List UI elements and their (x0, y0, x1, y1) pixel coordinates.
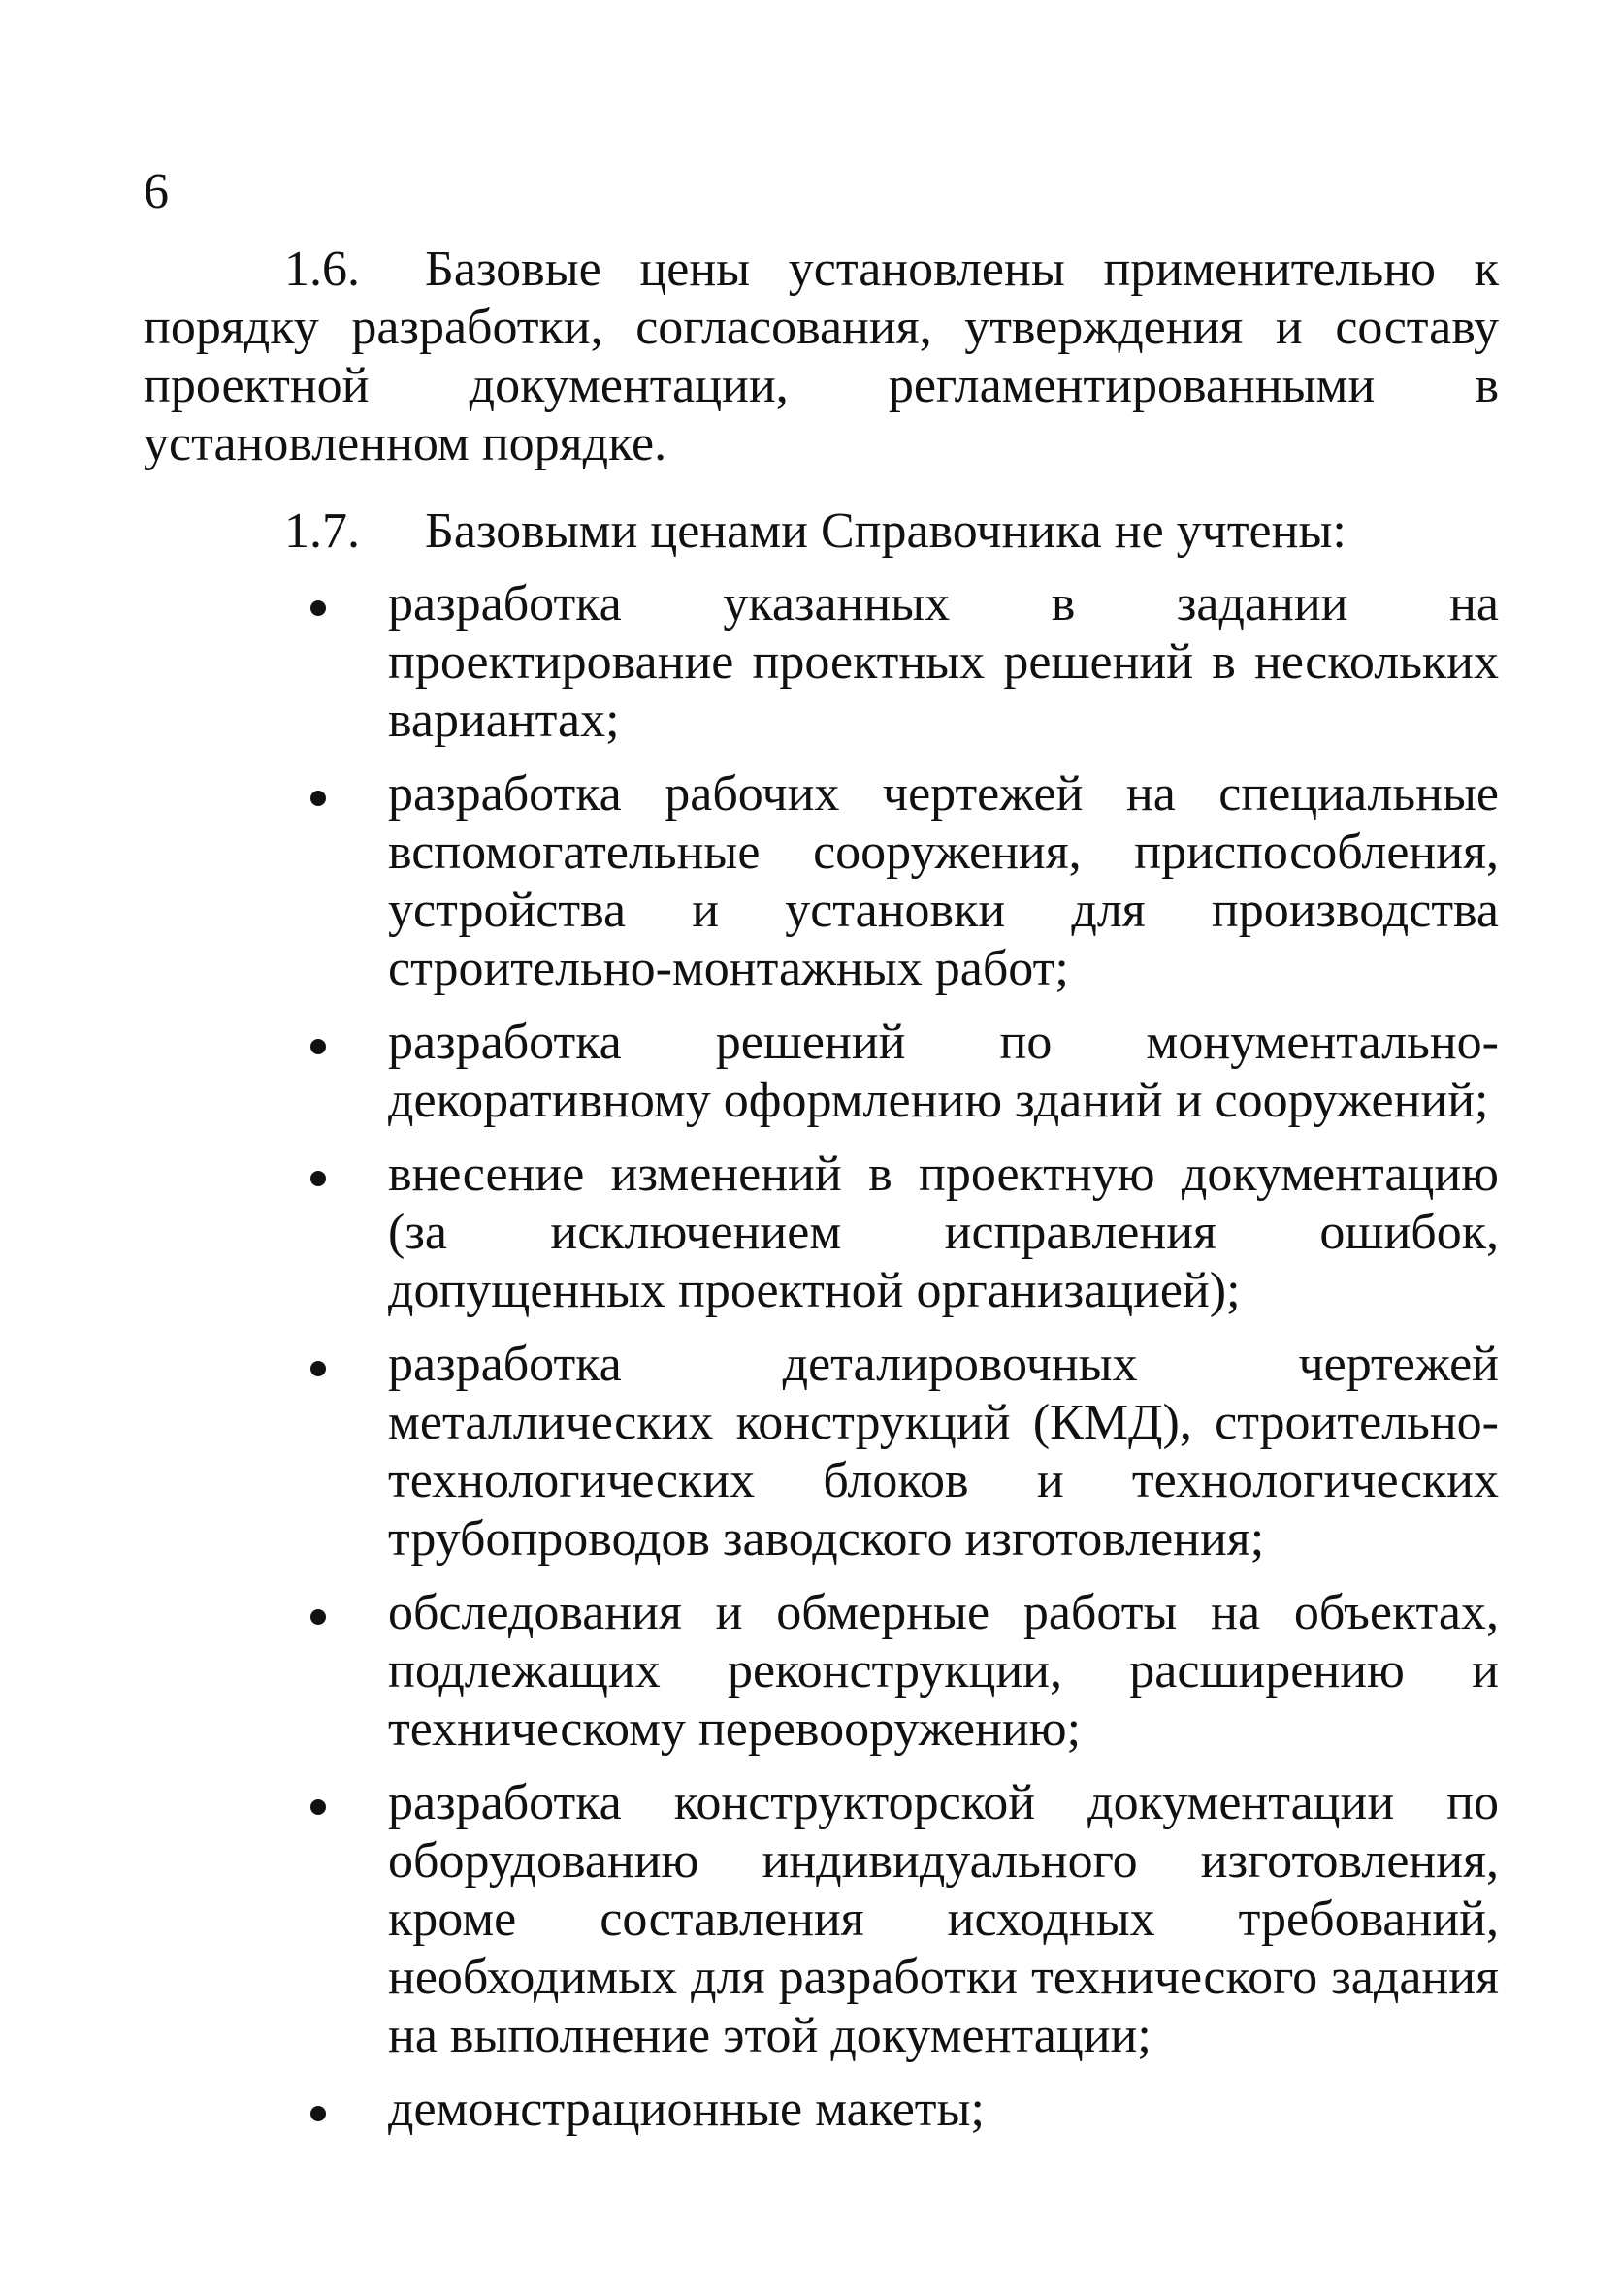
bullet-icon (310, 1039, 326, 1054)
list-item (388, 575, 1499, 750)
list-item-text: разработка решений по монументально-декоративному оформлению зданий и сооружений; (388, 1015, 1499, 1128)
bullet-icon (310, 600, 326, 616)
list-item (388, 765, 1499, 998)
list-item-text: разработка конструкторской документации по оборудованию индивидуального изготовления, кроме составления исходных требований, необходимых для разработки технического задания на выполнение этой документации; (388, 1775, 1499, 2063)
bullet-icon (310, 1799, 326, 1815)
list-item (388, 1584, 1499, 1759)
list-item-text: разработка рабочих чертежей на специальные вспомогательные сооружения, приспособления, устройства и установки для производства строительно-монтажных работ; (388, 766, 1499, 996)
list-item (388, 1774, 1499, 2065)
list-item-text: внесение изменений в проектную документацию (за исключением исправления ошибок, допущенных проектной организацией); (388, 1147, 1499, 1318)
paragraph-1-7 (144, 502, 1499, 561)
list-item (388, 2081, 1499, 2139)
paragraph-1-6-number: 1.6. (284, 242, 360, 297)
bullet-icon (310, 1361, 326, 1376)
page-number: 6 (144, 164, 169, 219)
list-item-text: разработка указанных в задании на проектирование проектных решений в нескольких вариантах; (388, 576, 1499, 748)
paragraph-1-6 (144, 241, 1499, 473)
list-item (388, 1014, 1499, 1130)
bullet-icon (310, 1609, 326, 1625)
bullet-icon (310, 2106, 326, 2121)
list-item-text: демонстрационные макеты; (388, 2082, 985, 2137)
paragraph-1-7-text: Базовыми ценами Справочника не учтены: (425, 503, 1346, 559)
paragraph-1-6-text: Базовые цены установлены применительно к порядку разработки, согласования, утверждения и составу проектной документации, регламентированными в установленном порядке. (144, 242, 1499, 471)
bullet-icon (310, 1171, 326, 1186)
list-item-text: разработка деталировочных чертежей металлических конструкций (КМД), строительно-технологических блоков и технологических трубопроводов заводского изготовления; (388, 1337, 1499, 1567)
list-item (388, 1336, 1499, 1568)
list-item (388, 1146, 1499, 1320)
bullet-icon (310, 791, 326, 806)
list-item-text: обследования и обмерные работы на объектах, подлежащих реконструкции, расширению и техническому перевооружению; (388, 1585, 1499, 1757)
paragraph-1-7-number: 1.7. (284, 503, 360, 559)
exclusions-list (388, 575, 1499, 2154)
